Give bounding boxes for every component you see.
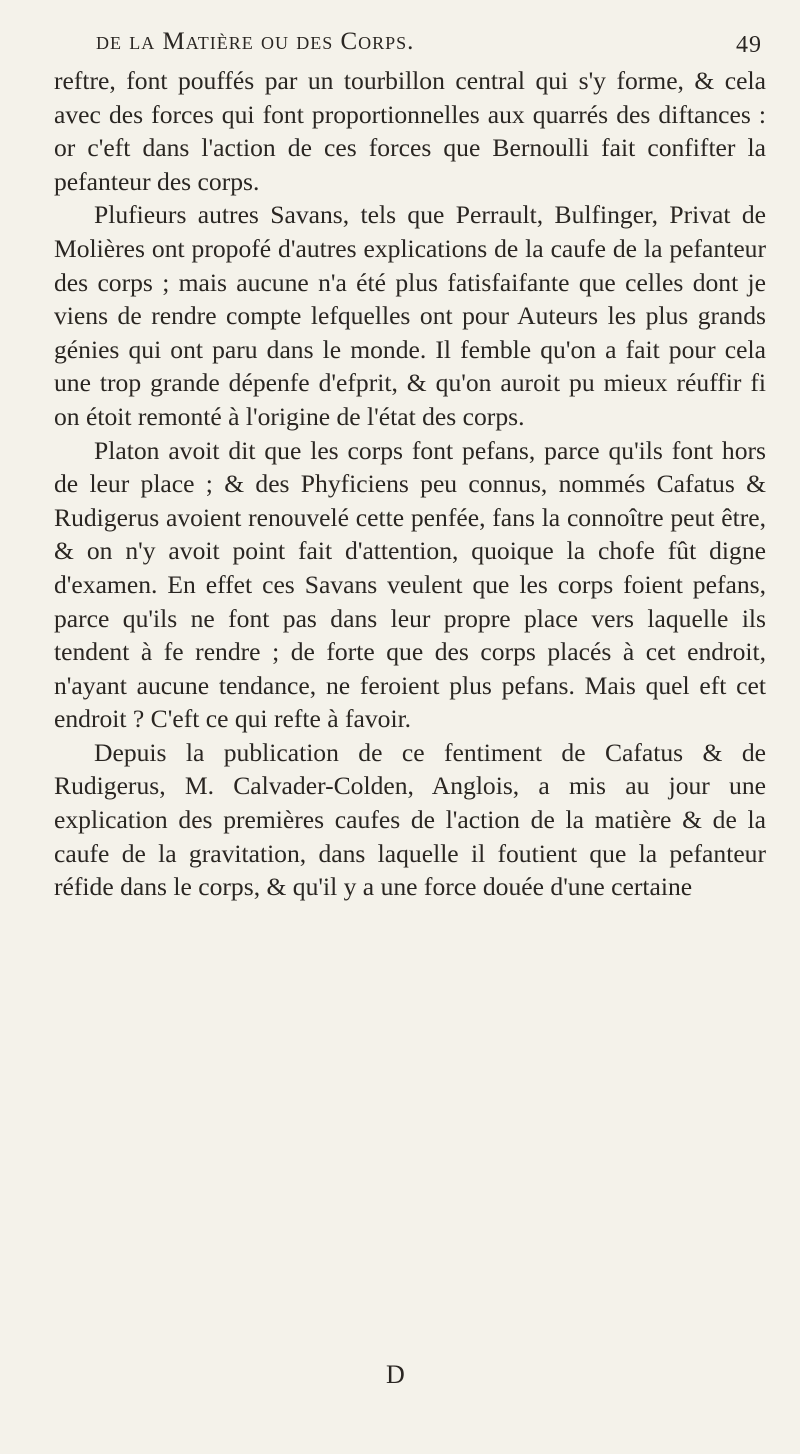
running-title: de la Matière ou des Corps. <box>96 28 415 55</box>
signature-mark: D <box>386 1360 405 1389</box>
paragraph: reftre, font pouffés par un tourbillon central qui s'y forme, & cela avec des forces qui font proportionnelles aux quarrés des diftances : or c'eft dans l'action de ces forces que Bernoulli fait confifter la pefanteur des corps. <box>54 66 766 196</box>
running-header <box>96 28 768 62</box>
page-number: 49 <box>736 32 762 58</box>
page-body <box>54 64 766 904</box>
paragraph: Platon avoit dit que les corps font pefans, parce qu'ils font hors de leur place ; & des Phyficiens peu connus, nommés Cafatus & Rudigerus avoient renouvelé cette penfée, fans la connoître peut être, & on n'y avoit point fait d'attention, quoique la chofe fût digne d'examen. En effet ces Savans veulent que les corps foient pefans, parce qu'ils ne font pas dans leur propre place vers laquelle ils tendent à fe rendre ; de forte que des corps placés à cet endroit, n'ayant aucune tendance, ne feroient plus pefans. Mais quel eft cet endroit ? C'eft ce qui refte à favoir. <box>54 435 766 734</box>
paragraph: Depuis la publication de ce fentiment de Cafatus & de Rudigerus, M. Calvader-Colden, Anglois, a mis au jour une explication des premières caufes de l'action de la matière & de la caufe de la gravitation, dans laquelle il foutient que la pefanteur réfide dans le corps, & qu'il y a une force douée d'une certaine <box>54 737 766 902</box>
paragraph: Plufieurs autres Savans, tels que Perrault, Bulfinger, Privat de Molières ont propofé d'autres explications de la caufe de la pefanteur des corps ; mais aucune n'a été plus fatisfaifante que celles dont je viens de rendre compte lefquelles ont pour Auteurs les plus grands génies qui ont paru dans le monde. Il femble qu'on a fait pour cela une trop grande dépenfe d'efprit, & qu'on auroit pu mieux réuffir fi on étoit remonté à l'origine de l'état des corps. <box>54 200 766 431</box>
